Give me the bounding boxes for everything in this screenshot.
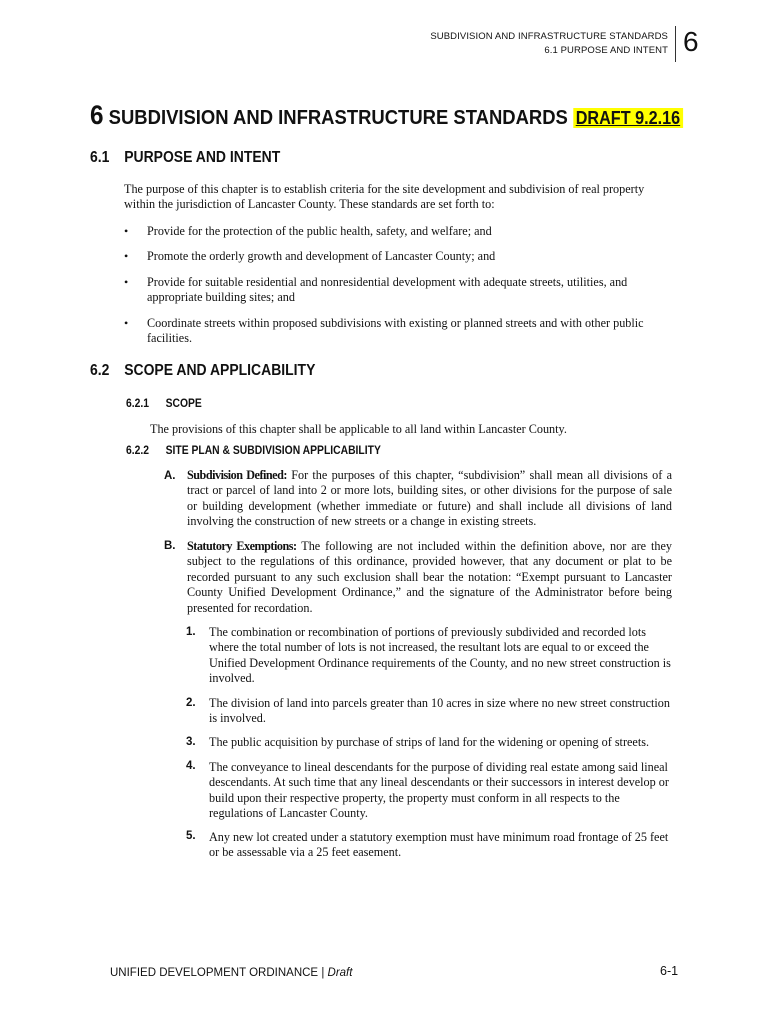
footer-document-name: UNIFIED DEVELOPMENT ORDINANCE — [110, 967, 319, 979]
item-label-b: B. — [164, 540, 176, 552]
bullet-marker: • — [124, 224, 129, 238]
bullet-marker: • — [124, 316, 129, 330]
section-title: SCOPE AND APPLICABILITY — [124, 362, 316, 379]
section-number: 6.1 — [90, 149, 110, 166]
exemption-item: The combination or recombination of portions of previously subdivided and recorded lots where the total number of lots is not increased, the resultant lots are equal to or exceed the Unified Development Ordinance requirements of the County, and no new street construction is involved. — [209, 625, 671, 686]
intro-paragraph: The purpose of this chapter is to establish criteria for the site development and subdivision of real property within the jurisdiction of Lancaster County. These standards are set forth to: — [124, 182, 645, 212]
exemption-item: The public acquisition by purchase of strips of land for the widening or opening of streets. — [209, 735, 649, 749]
bullet-marker: • — [124, 275, 129, 289]
running-header-line-1: SUBDIVISION AND INFRASTRUCTURE STANDARDS — [430, 31, 668, 42]
statutory-exemptions-paragraph — [187, 539, 672, 616]
exemption-item: Any new lot created under a statutory exemption must have minimum road frontage of 25 feet or be assessable via a 25 feet easement. — [209, 830, 669, 860]
bullet-marker: • — [124, 249, 129, 263]
header-divider — [675, 26, 676, 62]
scope-paragraph: The provisions of this chapter shall be applicable to all land within Lancaster County. — [150, 422, 567, 436]
exemption-label: 2. — [186, 697, 196, 709]
chapter-number: 6 — [90, 100, 104, 130]
section-heading-6-2 — [90, 362, 315, 380]
exemption-item: The conveyance to lineal descendants for the purpose of dividing real estate among said lineal descendants. At such time that any lineal descendants or their successors in interest develop or build upon their respective property, the property must conform in all respects to the regulations of Lancaster County. — [209, 760, 669, 821]
term-lead: Statutory Exemptions: — [187, 539, 297, 553]
term-text: For the purposes of this chapter, “subdivision” shall mean all divisions of a tract or parcel of land into 2 or more lots, building sites, or other divisions for the purpose of sale or building development (whether immediate or future) and shall include all divisions of land involving the construction of new streets or a change in existing streets. — [187, 468, 672, 529]
section-heading-6-1 — [90, 149, 280, 167]
exemption-item: The division of land into parcels greater than 10 acres in size where no new street construction is involved. — [209, 696, 670, 726]
exemption-label: 4. — [186, 760, 196, 772]
item-label-a: A. — [164, 470, 176, 482]
subsection-number: 6.2.1 — [126, 398, 150, 410]
subdivision-defined-paragraph — [187, 468, 672, 530]
term-lead: Subdivision Defined: — [187, 468, 287, 482]
exemption-label: 1. — [186, 626, 196, 638]
exemption-label: 3. — [186, 736, 196, 748]
running-header — [430, 30, 668, 58]
section-title: PURPOSE AND INTENT — [124, 149, 281, 166]
subsection-heading-6-2-1 — [126, 398, 202, 410]
footer-draft-label: Draft — [327, 967, 353, 979]
running-header-line-2: 6.1 PURPOSE AND INTENT — [544, 45, 668, 56]
subsection-title: SCOPE — [165, 398, 202, 410]
bullet-item: Promote the orderly growth and development of Lancaster County; and — [147, 249, 496, 263]
draft-badge: DRAFT 9.2.16 — [573, 108, 683, 128]
chapter-title — [90, 100, 683, 131]
footer-title — [110, 967, 352, 979]
footer-separator: | — [321, 967, 325, 979]
exemption-label: 5. — [186, 830, 196, 842]
header-chapter-number: 6 — [683, 26, 699, 57]
subsection-number: 6.2.2 — [126, 445, 150, 457]
subsection-heading-6-2-2 — [126, 445, 381, 457]
bullet-item: Coordinate streets within proposed subdivisions with existing or planned streets and with other public facilities. — [147, 316, 644, 346]
term-text: The following are not included within the definition above, nor are they subject to the regulations of this ordinance, provided however, that any document or plat to be recorded pursuant to any such exclusion shall bear the notation: “Exempt pursuant to Lancaster County Unified Development Ordinance,” and the signature of the Administrator before being presented for recordation. — [187, 539, 672, 615]
subsection-title: SITE PLAN & SUBDIVISION APPLICABILITY — [165, 445, 381, 457]
chapter-title-text: SUBDIVISION AND INFRASTRUCTURE STANDARDS — [108, 106, 568, 129]
bullet-item: Provide for suitable residential and nonresidential development with adequate streets, utilities, and appropriate building sites; and — [147, 275, 628, 305]
page-number: 6-1 — [660, 964, 679, 978]
section-number: 6.2 — [90, 362, 110, 379]
bullet-item: Provide for the protection of the public health, safety, and welfare; and — [147, 224, 492, 238]
